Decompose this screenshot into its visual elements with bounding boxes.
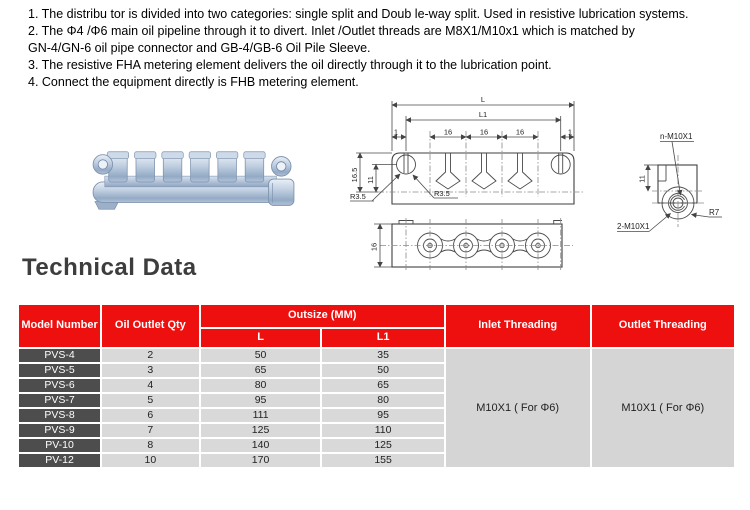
dim-spacing-2: 16 [479,127,489,137]
bottom-view [370,218,574,270]
cell-qty: 4 [102,379,199,392]
section-title: Technical Data [22,254,197,281]
cell-l1: 110 [322,424,443,437]
cell-qty: 2 [102,349,199,362]
cell-l1: 65 [322,379,443,392]
header-outsize: Outsize (MM) [201,305,444,327]
dim-depth: 16 [369,242,379,252]
dim-spacing-1: 16 [443,127,453,137]
dim-L: L [480,95,486,104]
dim-edge-right: 1 [567,127,573,137]
product-notes [28,6,742,91]
header-inlet-threading: Inlet Threading [446,305,590,347]
cell-l: 80 [201,379,321,392]
cell-qty: 10 [102,454,199,467]
note-line-2: 2. The Φ4 /Φ6 main oil pipeline through it to divert. Inlet /Outlet threads are M8X1/M10x1 which is matched by [28,24,635,38]
cell-l: 140 [201,439,321,452]
table-row [19,349,734,362]
cell-l: 95 [201,394,321,407]
dim-radius-left: R3.5 [350,192,366,201]
cell-model: PV-12 [19,454,100,467]
cell-l1: 95 [322,409,443,422]
cell-outlet-threading: M10X1 ( For Φ6) [592,349,734,467]
dim-hole-height: 11 [366,176,375,184]
cell-l: 111 [201,409,321,422]
cell-model: PVS-9 [19,424,100,437]
cell-qty: 7 [102,424,199,437]
cell-inlet-threading: M10X1 ( For Φ6) [446,349,590,467]
header-model-number: Model Number [19,305,100,347]
cell-l: 125 [201,424,321,437]
cell-l: 170 [201,454,321,467]
note-line-3: 3. The resistive FHA metering element delivers the oil directly through it to the lubrication point. [28,58,552,72]
cell-l: 50 [201,349,321,362]
cell-qty: 3 [102,364,199,377]
technical-data-table [17,303,736,469]
dim-edge-left: 1 [393,127,399,137]
header-oil-outlet-qty: Oil Outlet Qty [102,305,199,347]
cell-model: PVS-7 [19,394,100,407]
dim-height: 16.5 [350,167,359,183]
header-l: L [201,329,321,347]
cell-qty: 6 [102,409,199,422]
label-top-thread: n-M10X1 [660,132,693,141]
dim-radius-right: R3.5 [434,189,450,198]
cell-l: 65 [201,364,321,377]
cell-qty: 8 [102,439,199,452]
cell-l1: 80 [322,394,443,407]
header-l1: L1 [322,329,443,347]
cell-l1: 125 [322,439,443,452]
product-photo [88,142,300,220]
cell-model: PVS-5 [19,364,100,377]
dim-L1: L1 [478,110,488,119]
front-view [350,95,584,204]
note-line-2b: GN-4/GN-6 oil pipe connector and GB-4/GB-6 Oil Pile Sleeve. [28,41,371,55]
note-line-1: 1. The distribu tor is divided into two categories: single split and Doub le-way split. Used in resistive lubrication systems. [28,7,689,21]
note-line-4: 4. Connect the equipment directly is FHB metering element. [28,75,359,89]
label-side-thread: 2-M10X1 [617,222,650,231]
cell-model: PVS-4 [19,349,100,362]
cell-model: PV-10 [19,439,100,452]
manifold-body-photo [93,152,294,210]
cell-l1: 35 [322,349,443,362]
cell-model: PVS-6 [19,379,100,392]
side-view [617,132,722,232]
cell-l1: 155 [322,454,443,467]
cell-l1: 50 [322,364,443,377]
label-boss-radius: R7 [709,208,720,217]
dim-spacing-3: 16 [515,127,525,137]
dim-port-offset: 11 [637,175,647,183]
technical-drawing [330,85,750,270]
header-outlet-threading: Outlet Threading [592,305,734,347]
cell-qty: 5 [102,394,199,407]
cell-model: PVS-8 [19,409,100,422]
